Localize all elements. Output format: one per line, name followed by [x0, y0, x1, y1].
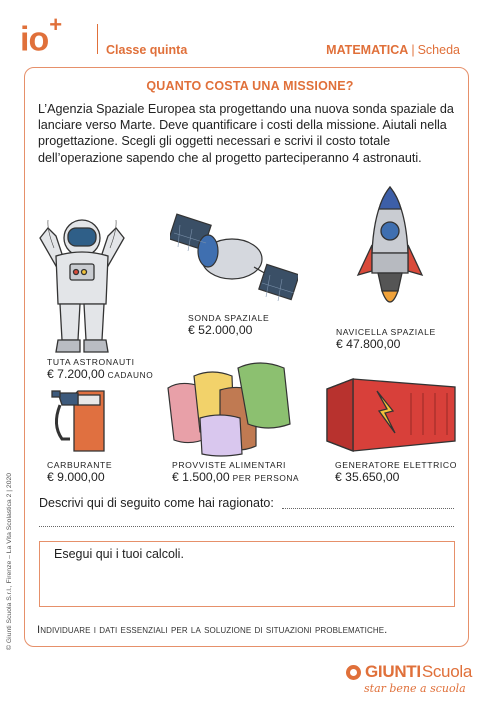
- generator-icon: [323, 375, 459, 455]
- publisher-logo: GIUNTI Scuola star bene a scuola: [346, 662, 472, 695]
- learning-objective: Individuare i dati essenziali per la soluzione di situazioni problematiche.: [37, 624, 388, 636]
- item-name-spacecraft: NAVICELLA SPAZIALE: [336, 327, 436, 337]
- subject-label: MATEMATICA | Scheda: [326, 43, 460, 57]
- io-plus-logo: io+: [20, 12, 62, 59]
- item-name-food: PROVVISTE ALIMENTARI: [172, 460, 287, 470]
- item-name-generator: GENERATORE ELETTRICO: [335, 460, 457, 470]
- astronaut-icon: [34, 208, 130, 356]
- item-name-probe: SONDA SPAZIALE: [188, 313, 270, 323]
- item-price-probe: € 52.000,00: [188, 323, 253, 337]
- item-price-suit: € 7.200,00 CADAUNO: [47, 367, 154, 381]
- giunti-g-icon: [346, 665, 361, 680]
- class-label: Classe quinta: [106, 43, 188, 57]
- reasoning-label: Descrivi qui di seguito come hai ragionato:: [39, 496, 274, 510]
- logo-divider: [97, 24, 98, 54]
- item-price-generator: € 35.650,00: [335, 470, 400, 484]
- worksheet-title: QUANTO COSTA UNA MISSIONE?: [146, 79, 354, 93]
- item-price-fuel: € 9.000,00: [47, 470, 105, 484]
- calculation-label: Esegui qui i tuoi calcoli.: [54, 547, 184, 561]
- publisher-tagline: star bene a scuola: [364, 682, 466, 695]
- reasoning-line-2[interactable]: [39, 526, 454, 527]
- page-header: [0, 0, 500, 70]
- fuel-pump-icon: [48, 385, 114, 453]
- item-name-suit: TUTA ASTRONAUTI: [47, 357, 135, 367]
- item-price-food: € 1.500,00 PER PERSONA: [172, 470, 300, 484]
- item-price-spacecraft: € 47.800,00: [336, 337, 401, 351]
- reasoning-line-1[interactable]: [282, 508, 454, 509]
- rocket-icon: [354, 183, 426, 318]
- satellite-icon: [170, 213, 298, 305]
- copyright-vertical: © Giunti Scuola S.r.l., Firenze – La Vita Scolastica 2 | 2020: [6, 472, 13, 650]
- food-packs-icon: [160, 358, 300, 458]
- item-name-fuel: CARBURANTE: [47, 460, 113, 470]
- intro-paragraph: L’Agenzia Spaziale Europea sta progettando una nuova sonda spaziale da lanciare verso Marte. Deve quantificare i costi della missione. Aiutali nella progettazione. Scegli gli oggetti necessari e scrivi il costo totale dell’operazione sapendo che al progetto parteciperanno 4 astronauti.: [38, 102, 454, 165]
